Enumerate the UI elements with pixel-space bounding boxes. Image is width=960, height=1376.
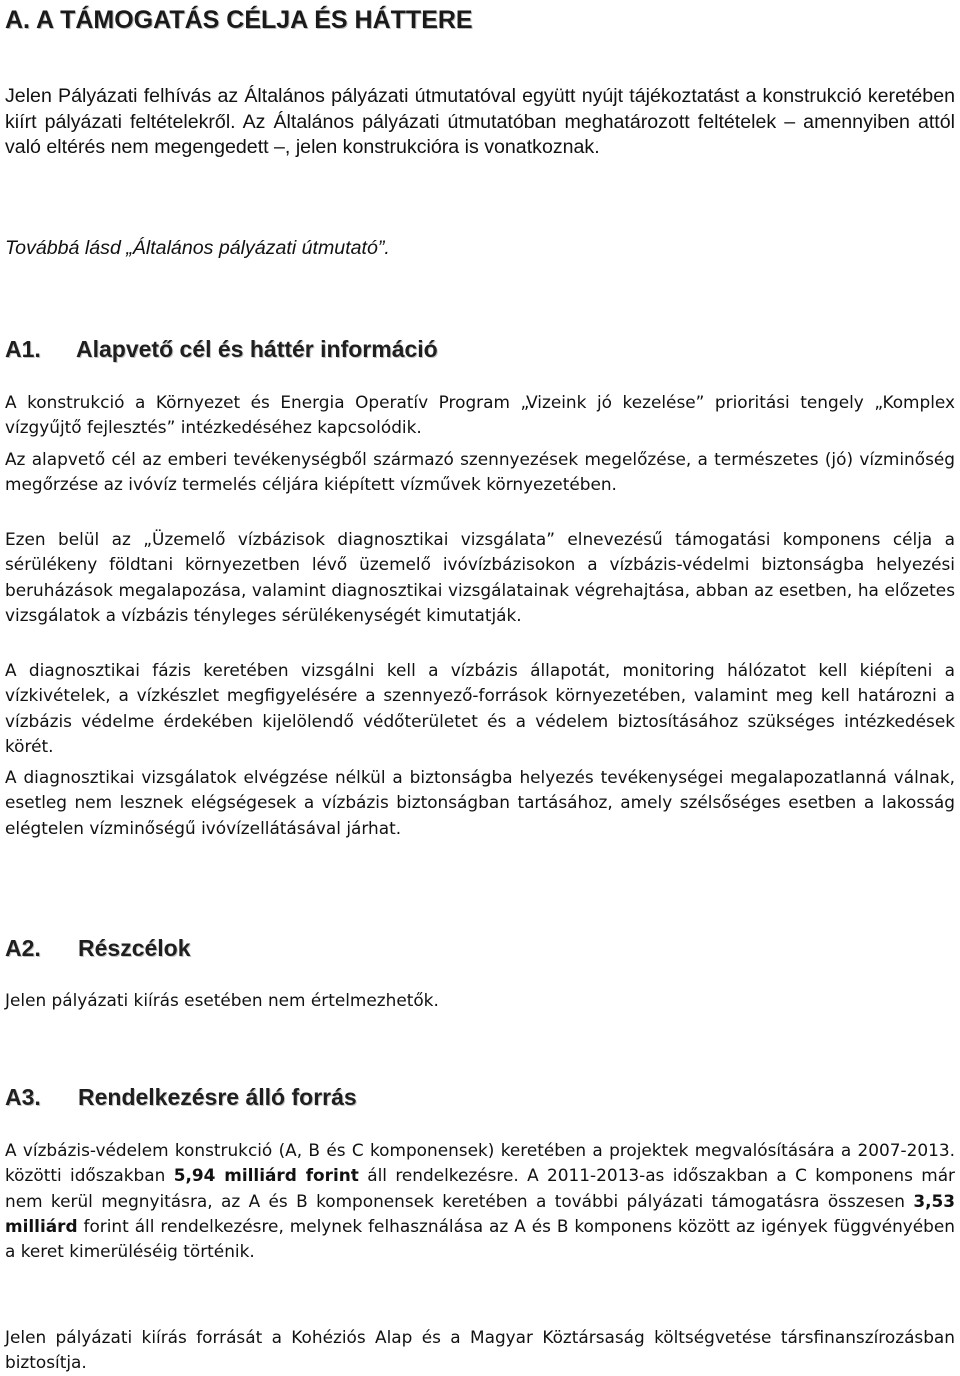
see-also-note: Továbbá lásd „Általános pályázati útmutató”. — [5, 237, 390, 259]
a3-amount-remaining: 3,53 milliárd — [5, 1190, 955, 1236]
section-title: Alapvető cél és háttér információ — [76, 336, 438, 362]
a3-paragraph-1 — [5, 1138, 955, 1264]
section-a2-heading — [5, 935, 191, 962]
section-number: A3. — [5, 1084, 41, 1110]
a3-amount-total: 5,94 milliárd forint — [173, 1165, 359, 1186]
a1-paragraph-1: A konstrukció a Környezet és Energia Operatív Program „Vizeink jó kezelése” prioritási tengely „Komplex vízgyűjtő fejlesztés” intézkedéséhez kapcsolódik. — [5, 392, 955, 438]
a1-paragraph-3: Ezen belül az „Üzemelő vízbázisok diagnosztikai vizsgálata” elnevezésű támogatási komponens célja a sérülékeny földtani környezetben lévő üzemelő ivóvízbázisokon a vízbázis-védelmi biztonságba helyezési beruházások megalapozása, valamint diagnosztikai vizsgálatainak végrehajtása, abban az esetben, ha előzetes vizsgálatok a vízbázis tényleges sérülékenységét kimutatják. — [5, 529, 955, 625]
main-heading: A. A TÁMOGATÁS CÉLJA ÉS HÁTTERE — [5, 6, 473, 34]
section-number: A2. — [5, 935, 41, 961]
a1-paragraph-2: Az alapvető cél az emberi tevékenységből származó szennyezések megelőzése, a természetes (jó) vízminőség megőrzése az ivóvíz termelés céljára kiépített vízművek környezetében. — [5, 449, 955, 495]
a2-paragraph-1: Jelen pályázati kiírás esetében nem értelmezhetők. — [5, 990, 439, 1010]
a3-text-part: forint áll rendelkezésre, melynek felhasználása az A és B komponens között az igények függvényében a keret kimerüléséig történik. — [5, 1215, 955, 1262]
section-a1-heading — [5, 336, 438, 363]
a1-paragraph-4: A diagnosztikai fázis keretében vizsgálni kell a vízbázis állapotát, monitoring hálózatot kell kiépíteni a vízkivételek, a vízkészlet megfigyelésére a szennyező-források környezetében, valamint meg kell határozni a vízbázis védelme érdekében kijelölendő védőterületet és a védelem biztosításához szükséges intézkedések körét. — [5, 660, 955, 756]
section-title: Rendelkezésre álló forrás — [78, 1084, 357, 1110]
section-title: Részcélok — [78, 935, 191, 961]
a3-text-part: A vízbázis-védelem konstrukció (A, B és C komponensek) keretében a projektek megvalósítására a 2007-2013. közötti időszakban — [5, 1140, 955, 1186]
section-number: A1. — [5, 336, 41, 362]
section-a3-heading — [5, 1084, 357, 1111]
intro-paragraph: Jelen Pályázati felhívás az Általános pályázati útmutatóval együtt nyújt tájékoztatást a konstrukció keretében kiírt pályázati feltételekről. Az Általános pályázati útmutatóban meghatározott feltételek – amennyiben attól való eltérés nem megengedett –, jelen konstrukcióra is vonatkoznak. — [5, 85, 955, 159]
a3-text-part: áll rendelkezésre. A 2011-2013-as időszakban a C komponens már nem kerül megnyitásra, az A és B komponensek keretében a további pályázati támogatásra összesen — [5, 1165, 955, 1211]
a1-paragraph-5: A diagnosztikai vizsgálatok elvégzése nélkül a biztonságba helyezés tevékenységei megalapozatlanná válnak, esetleg nem lesznek elégségesek a vízbázis biztonságban tartásához, amely szélsőséges esetben a lakosság elégtelen vízminőségű ivóvízellátásával járhat. — [5, 767, 955, 838]
a3-paragraph-2: Jelen pályázati kiírás forrását a Kohéziós Alap és a Magyar Köztársaság költségvetése társfinanszírozásban biztosítja. — [5, 1327, 955, 1373]
